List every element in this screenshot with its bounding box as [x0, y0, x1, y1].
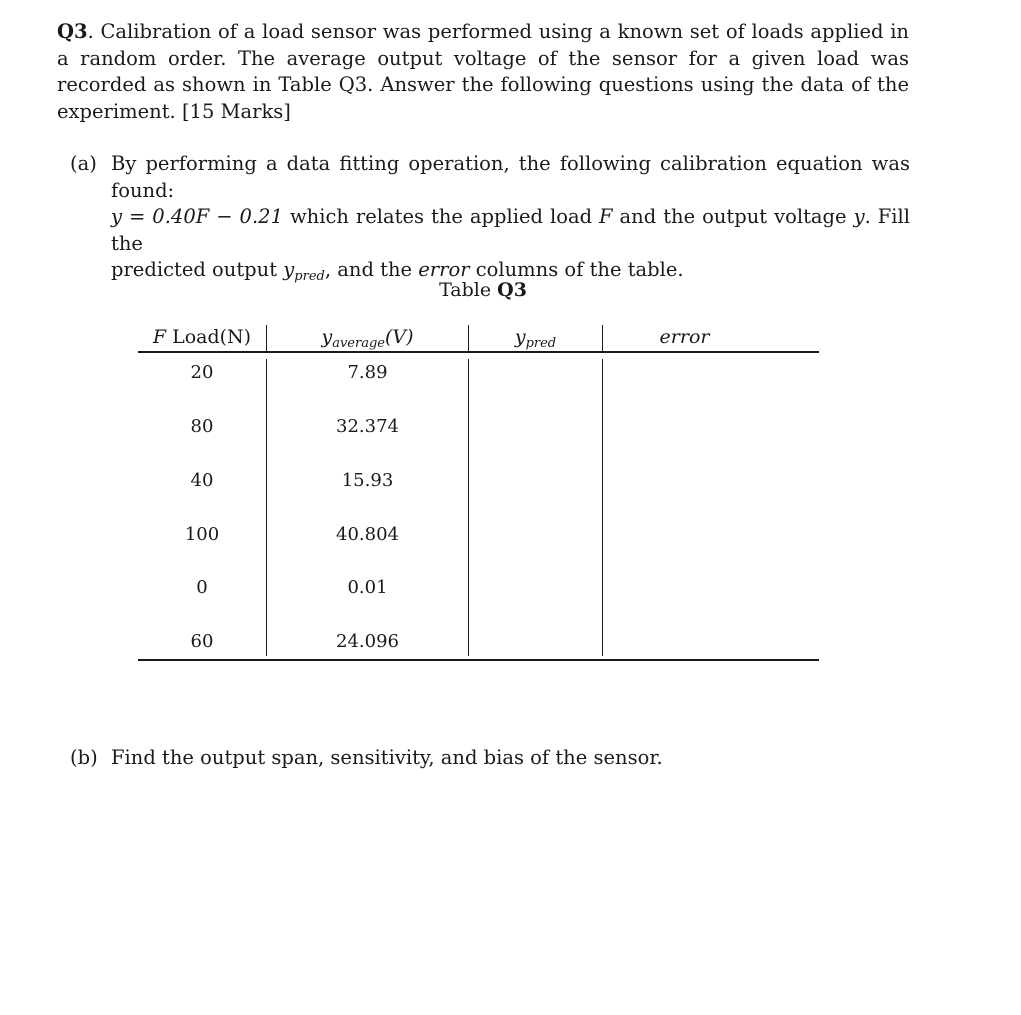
part-a-line2-tail: . Fill the — [111, 205, 911, 255]
header-ypred-base: y — [514, 326, 526, 348]
header-yavg-sub: average — [332, 336, 385, 351]
part-a-line2-mid: which relates the applied load — [282, 205, 600, 228]
cell-yavg: 7.89 — [347, 362, 388, 383]
column-divider — [602, 359, 603, 656]
header-ypred — [469, 326, 602, 351]
error-word: error — [418, 258, 470, 281]
part-a-line3-start: predicted output — [111, 258, 284, 281]
question-text — [57, 19, 909, 125]
cell-load: 20 — [190, 362, 214, 383]
cell-load: 60 — [190, 631, 214, 652]
part-a-text — [111, 151, 910, 291]
cell-yavg: 0.01 — [347, 577, 388, 598]
header-ypred-sub: pred — [525, 336, 557, 351]
cell-load: 0 — [196, 577, 208, 598]
ypred-sub: pred — [294, 269, 325, 284]
cell-load: 100 — [184, 524, 220, 545]
part-b-text: Find the output span, sensitivity, and bias of the sensor. — [111, 746, 663, 769]
caption-label: Q3 — [497, 279, 527, 301]
header-load-var: F — [152, 326, 167, 348]
part-b-label: (b) — [70, 746, 98, 769]
column-divider — [266, 359, 267, 656]
caption-prefix: Table — [439, 279, 498, 301]
header-error-text: error — [659, 326, 710, 348]
table-bottom-rule — [138, 659, 819, 661]
part-a-line3-end: columns of the table. — [469, 258, 684, 281]
part-a-line2-end: and the output voltage — [612, 205, 854, 228]
ypred-base: y — [283, 258, 295, 281]
table-header-rule — [138, 351, 819, 353]
header-yavg-base: y — [321, 326, 333, 348]
question-number: Q3 — [57, 20, 88, 43]
table-caption — [0, 279, 966, 301]
part-a-line3-mid: , and the — [324, 258, 419, 281]
cell-yavg: 32.374 — [336, 416, 399, 437]
cell-yavg: 15.93 — [341, 470, 394, 491]
part-a — [70, 151, 910, 291]
cell-yavg: 24.096 — [336, 631, 399, 652]
header-error — [603, 326, 766, 348]
part-a-line1: By performing a data fitting operation, the following calibration equation was found: — [111, 152, 910, 202]
header-yaverage — [267, 326, 468, 351]
cell-load: 80 — [190, 416, 214, 437]
header-load-rest: Load(N) — [166, 326, 252, 348]
column-divider — [468, 359, 469, 656]
calibration-equation: y = 0.40F − 0.21 — [111, 205, 283, 228]
var-y: y — [853, 205, 865, 228]
part-b — [70, 745, 910, 772]
header-load — [138, 326, 266, 348]
var-f: F — [599, 205, 613, 228]
cell-yavg: 40.804 — [336, 524, 399, 545]
cell-load: 40 — [190, 470, 214, 491]
header-yavg-unit: (V) — [384, 326, 414, 348]
part-a-label: (a) — [70, 152, 97, 175]
question-body: . Calibration of a load sensor was performed using a known set of loads applied in a random order. The average output voltage of the sensor for a given load was recorded as shown in Table Q3. Answer the following questions using the data of the experiment. [15 Marks] — [57, 20, 909, 123]
